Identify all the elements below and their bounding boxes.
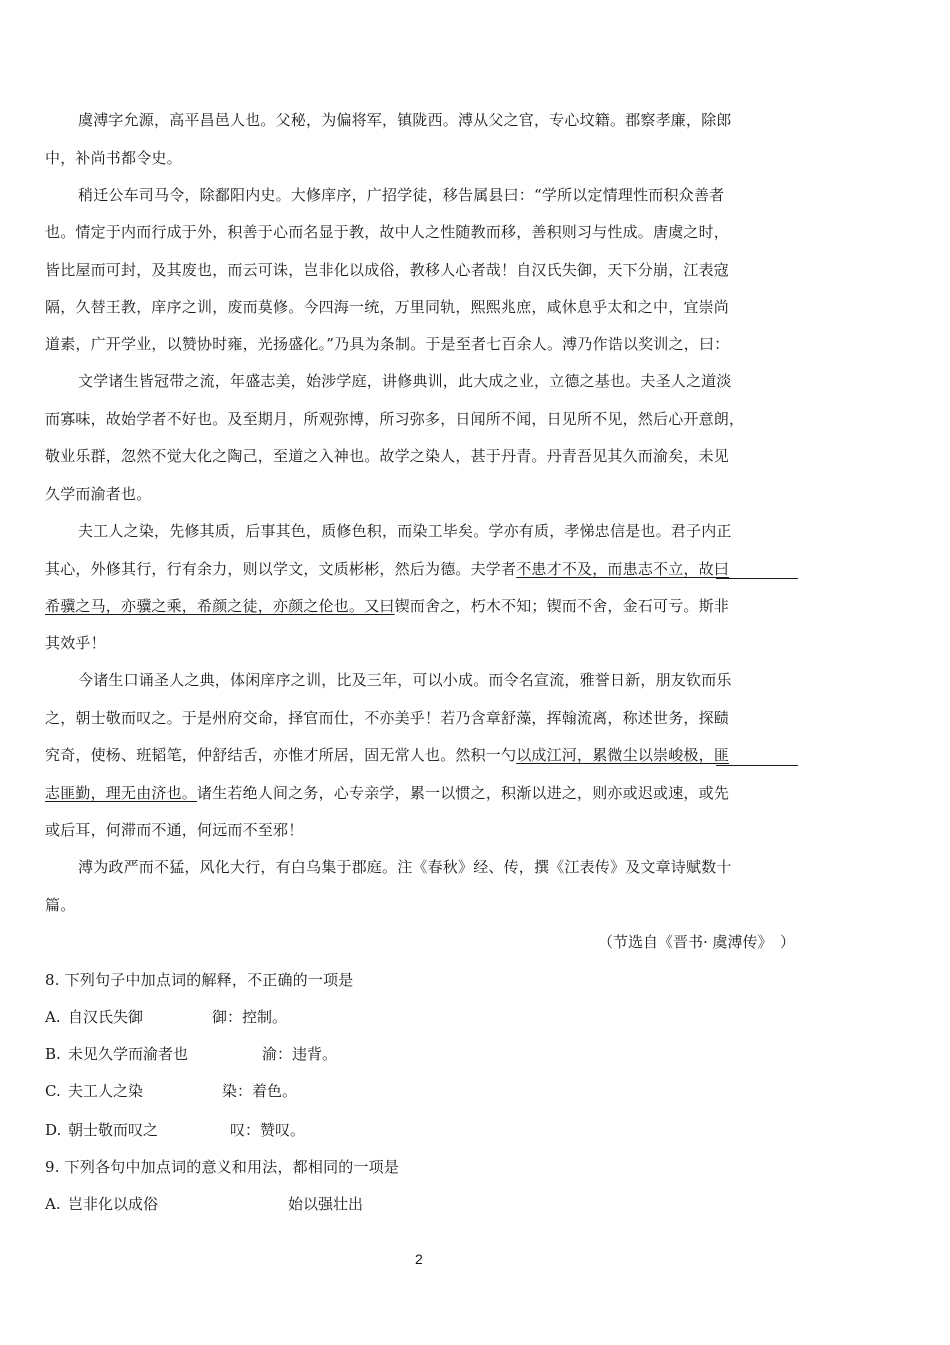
q8-option-d-letter: D. xyxy=(45,1121,62,1139)
q8-option-c-letter: C. xyxy=(45,1082,61,1100)
q8-option-c-gloss: 染：着色。 xyxy=(222,1082,298,1100)
p2-line-2: 也。情定于内而行成于外，积善于心而名显于教，故中人之性随教而移，善积则习与性成。唐虞之时， xyxy=(45,223,730,241)
q8-option-a-text: 自汉氏失御 xyxy=(68,1008,144,1026)
answer-underline-1 xyxy=(716,578,798,579)
p5-line-4 xyxy=(45,784,729,802)
underlined-sentence-2a: 以成江河，累微尘以崇峻极，匪 xyxy=(516,746,730,764)
q8-option-b-gloss: 渝：违背。 xyxy=(262,1045,338,1063)
p5-line-3-text: 究奇，使杨、班韬笔，仲舒结舌，亦惟才所居，固无常人也。然积一勺 xyxy=(45,746,517,764)
p5-line-1: 今诸生口诵圣人之典，体闲庠序之训，比及三年，可以小成。而令名宣流，雅誉日新，朋友钦而乐 xyxy=(78,671,732,689)
p2-line-3: 皆比屋而可封，及其废也，而云可诛，岂非化以成俗，教移人心者哉！自汉氏失御，天下分崩，江表寇 xyxy=(45,261,730,279)
p5-line-3 xyxy=(45,746,729,764)
p4-line-2-text: 其心，外修其行，行有余力，则以学文，文质彬彬，然后为德。夫学者 xyxy=(45,560,517,578)
q9-stem: 9. 下列各句中加点词的意义和用法，都相同的一项是 xyxy=(45,1158,400,1176)
underlined-sentence-1a: 不患才不及，而患志不立，故曰 xyxy=(516,560,730,578)
q8-option-d-text: 朝士敬而叹之 xyxy=(68,1121,159,1139)
q8-option-d-gloss: 叹：赞叹。 xyxy=(230,1121,306,1139)
source-citation: （节选自《晋书· 虞溥传》 ） xyxy=(598,933,796,951)
p4-line-4: 其效乎！ xyxy=(45,634,106,652)
p3-line-3: 敬业乐群，忽然不觉大化之陶己，至道之入神也。故学之染人，甚于丹青。丹青吾见其久而渝矣，未见 xyxy=(45,447,730,465)
p3-line-1: 文学诸生皆冠带之流，年盛志美，始涉学庭，讲修典训，此大成之业，立德之基也。夫圣人之道淡 xyxy=(78,372,732,390)
q8-option-b-text: 未见久学而渝者也 xyxy=(68,1045,189,1063)
q9-option-a-letter: A. xyxy=(45,1195,61,1213)
answer-underline-2 xyxy=(716,765,798,766)
underlined-sentence-2b: 志匪勤，理无由济也。 xyxy=(45,784,198,802)
q9-option-a-text: 岂非化以成俗 xyxy=(68,1195,159,1213)
p1-line-2: 中，补尚书都令史。 xyxy=(45,149,182,167)
p4-line-1: 夫工人之染，先修其质，后事其色，质修色积，而染工毕矣。学亦有质，孝悌忠信是也。君子内正 xyxy=(78,522,732,540)
p6-line-1: 溥为政严而不猛，风化大行，有白乌集于郡庭。注《春秋》经、传，撰《江表传》及文章诗赋数十 xyxy=(78,858,732,876)
q8-option-b-letter: B. xyxy=(45,1045,61,1063)
page-number: 2 xyxy=(415,1251,423,1267)
p5-line-4-text: 诸生若绝人间之务，心专亲学，累一以惯之，积渐以进之，则亦或迟或速，或先 xyxy=(197,784,730,802)
p2-line-5: 道素，广开学业，以赞协时雍，光扬盛化。”乃具为条制。于是至者七百余人。溥乃作诰以奖训之，曰： xyxy=(45,335,730,353)
p1-line-1: 虞溥字允源，高平昌邑人也。父秘，为偏将军，镇陇西。溥从父之官，专心坟籍。郡察孝廉，除郎 xyxy=(78,111,732,129)
underlined-sentence-1b: 希骥之马，亦骥之乘，希颜之徒，亦颜之伦也。又曰 xyxy=(45,597,395,615)
p5-line-5: 或后耳，何滞而不通，何远而不至邪！ xyxy=(45,821,304,839)
q8-option-c-text: 夫工人之染 xyxy=(68,1082,144,1100)
q8-option-a-gloss: 御：控制。 xyxy=(212,1008,288,1026)
q9-option-a-gloss: 始以强壮出 xyxy=(288,1195,364,1213)
p2-line-1: 稍迁公车司马令，除鄱阳内史。大修庠序，广招学徒，移告属县曰：“学所以定情理性而积众善者 xyxy=(78,186,725,204)
q8-option-a-letter: A. xyxy=(45,1008,61,1026)
p4-line-3-text: 锲而舍之，朽木不知；锲而不舍，金石可亏。斯非 xyxy=(394,597,730,615)
p3-line-2: 而寡味，故始学者不好也。及至期月，所观弥博，所习弥多，日闻所不闻，日见所不见，然后心开意朗， xyxy=(45,410,745,428)
p4-line-2 xyxy=(45,560,729,578)
p5-line-2: 之，朝士敬而叹之。于是州府交命，择官而仕，不亦美乎！若乃含章舒藻，挥翰流离，称述世务，探赜 xyxy=(45,709,730,727)
p2-line-4: 隔，久替王教，庠序之训，废而莫修。今四海一统，万里同轨，熙熙兆庶，咸休息乎太和之中，宜崇尚 xyxy=(45,298,730,316)
p4-line-3 xyxy=(45,597,729,615)
q8-stem: 8. 下列句子中加点词的解释，不正确的一项是 xyxy=(45,971,354,989)
p3-line-4: 久学而渝者也。 xyxy=(45,485,152,503)
p6-line-2: 篇。 xyxy=(45,896,76,914)
